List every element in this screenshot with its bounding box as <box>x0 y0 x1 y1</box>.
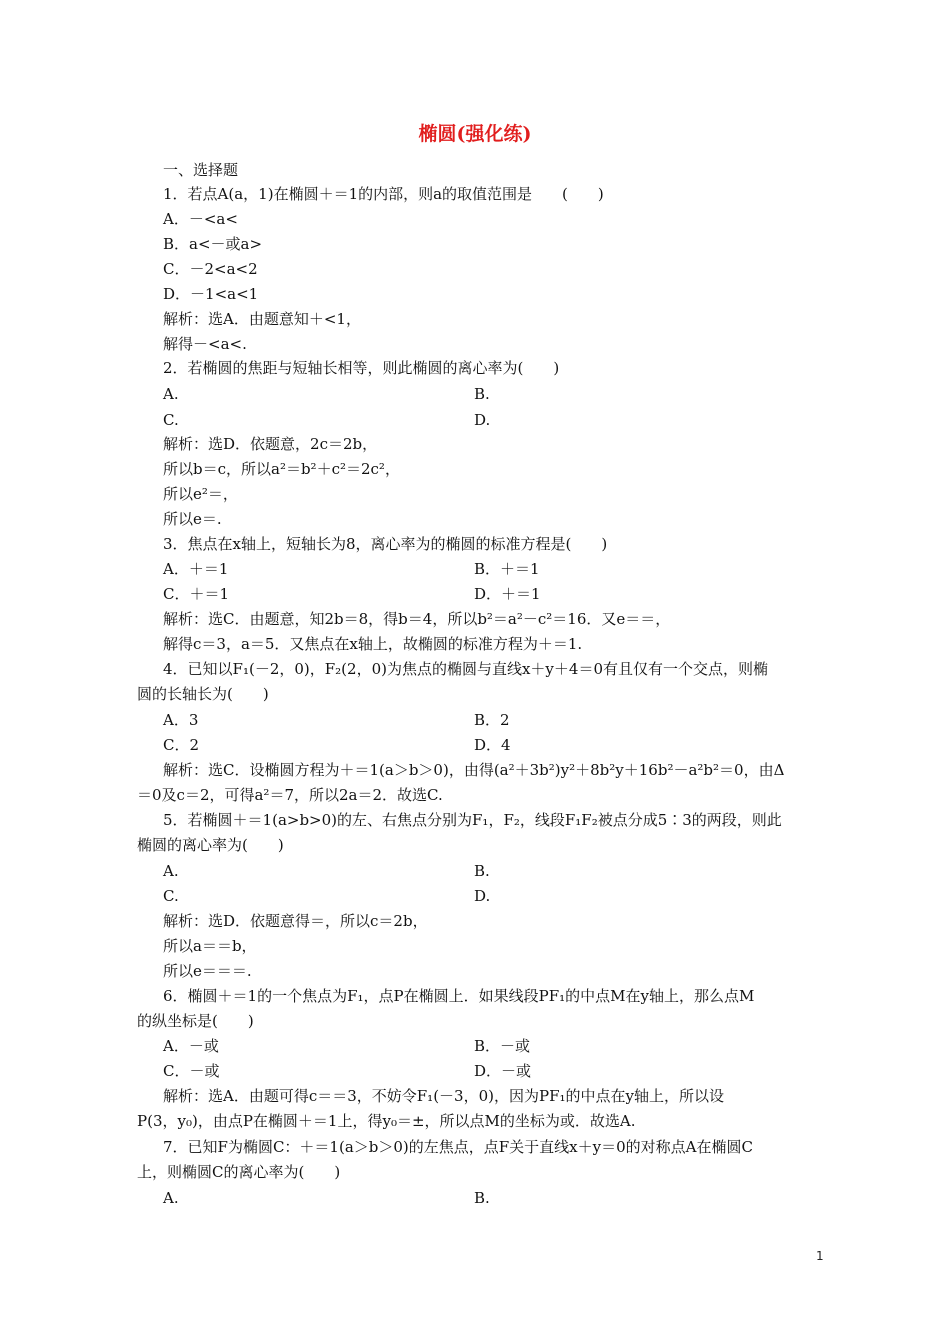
q5-solution-line-1: 解析：选D．依题意得＝，所以c＝2b， <box>163 912 428 930</box>
q5-option-c: C. <box>163 887 179 905</box>
q4-option-d: D．4 <box>474 736 511 754</box>
q3-solution-line-2: 解得c＝3，a＝5．又焦点在x轴上，故椭圆的标准方程为＋＝1. <box>163 635 583 653</box>
question-1-stem: 1．若点A(a，1)在椭圆＋＝1的内部，则a的取值范围是 ( ) <box>163 185 604 203</box>
q2-solution-line-1: 解析：选D．依题意，2c＝2b， <box>163 435 378 453</box>
q1-option-b: B．a<－或a> <box>163 235 263 253</box>
question-2-stem: 2．若椭圆的焦距与短轴长相等，则此椭圆的离心率为( ) <box>163 359 560 377</box>
question-4-stem-line-1: 4．已知以F₁(－2，0)，F₂(2，0)为焦点的椭圆与直线x＋y＋4＝0有且仅有一个交点，则椭 <box>163 660 768 678</box>
q5-solution-line-3: 所以e＝＝＝. <box>163 962 252 980</box>
q1-solution-line-1: 解析：选A．由题意知＋<1， <box>163 310 361 328</box>
q6-option-d: D．－或 <box>474 1062 532 1080</box>
q5-option-a: A. <box>163 862 179 880</box>
q1-option-a: A．－<a< <box>163 210 238 228</box>
question-5-stem-line-1: 5．若椭圆＋＝1(a>b>0)的左、右焦点分别为F₁，F₂，线段F₁F₂被点分成5∶3的两段，则此 <box>163 811 782 829</box>
q6-solution-line-1: 解析：选A．由题可得c＝＝3，不妨令F₁(－3，0)，因为PF₁的中点在y轴上，所以设 <box>163 1087 724 1105</box>
question-7-stem-line-2: 上，则椭圆C的离心率为( ) <box>137 1163 341 1181</box>
q7-option-a: A. <box>163 1189 179 1207</box>
question-3-stem: 3．焦点在x轴上，短轴长为8，离心率为的椭圆的标准方程是( ) <box>163 535 608 553</box>
q6-option-b: B．－或 <box>474 1037 531 1055</box>
question-6-stem-line-2: 的纵坐标是( ) <box>137 1012 254 1030</box>
q2-option-c: C. <box>163 411 179 429</box>
page-title: 椭圆(强化练) <box>418 123 532 145</box>
q2-solution-line-4: 所以e＝. <box>163 510 222 528</box>
q5-option-b: B. <box>474 862 490 880</box>
section-heading: 一、选择题 <box>163 161 239 179</box>
q7-option-b: B. <box>474 1189 490 1207</box>
question-4-stem-line-2: 圆的长轴长为( ) <box>137 685 269 703</box>
q2-option-d: D. <box>474 411 491 429</box>
question-5-stem-line-2: 椭圆的离心率为( ) <box>137 836 284 854</box>
q1-option-d: D．－1<a<1 <box>163 285 259 303</box>
q5-solution-line-2: 所以a＝＝b， <box>163 937 257 955</box>
q4-solution-line-2: ＝0及c＝2，可得a²＝7，所以2a＝2．故选C. <box>137 786 443 804</box>
q3-option-c: C．＋＝1 <box>163 585 230 603</box>
q4-option-a: A．3 <box>163 711 199 729</box>
q5-option-d: D. <box>474 887 491 905</box>
q4-option-b: B．2 <box>474 711 510 729</box>
page-number: 1 <box>816 1249 824 1263</box>
q2-solution-line-2: 所以b＝c，所以a²＝b²＋c²＝2c²， <box>163 460 400 478</box>
q1-solution-line-2: 解得－<a<. <box>163 335 247 353</box>
q4-option-c: C．2 <box>163 736 200 754</box>
q6-solution-line-2: P(3，y₀)，由点P在椭圆＋＝1上，得y₀＝±，所以点M的坐标为或．故选A. <box>137 1112 636 1130</box>
q6-option-c: C．－或 <box>163 1062 220 1080</box>
q3-solution-line-1: 解析：选C．由题意，知2b＝8，得b＝4，所以b²＝a²－c²＝16．又e＝＝， <box>163 610 671 628</box>
q2-option-a: A. <box>163 385 179 403</box>
q2-solution-line-3: 所以e²＝， <box>163 485 238 503</box>
q3-option-a: A．＋＝1 <box>163 560 229 578</box>
q2-option-b: B. <box>474 385 490 403</box>
q3-option-d: D．＋＝1 <box>474 585 541 603</box>
question-6-stem-line-1: 6．椭圆＋＝1的一个焦点为F₁，点P在椭圆上．如果线段PF₁的中点M在y轴上，那么点M <box>163 987 755 1005</box>
question-7-stem-line-1: 7．已知F为椭圆C：＋＝1(a＞b＞0)的左焦点，点F关于直线x＋y＝0的对称点A在椭圆C <box>163 1138 753 1156</box>
q3-option-b: B．＋＝1 <box>474 560 540 578</box>
q1-option-c: C．－2<a<2 <box>163 260 258 278</box>
q6-option-a: A．－或 <box>163 1037 219 1055</box>
q4-solution-line-1: 解析：选C．设椭圆方程为＋＝1(a＞b＞0)，由得(a²＋3b²)y²＋8b²y＋16b²－a²b²＝0，由Δ <box>163 761 785 779</box>
